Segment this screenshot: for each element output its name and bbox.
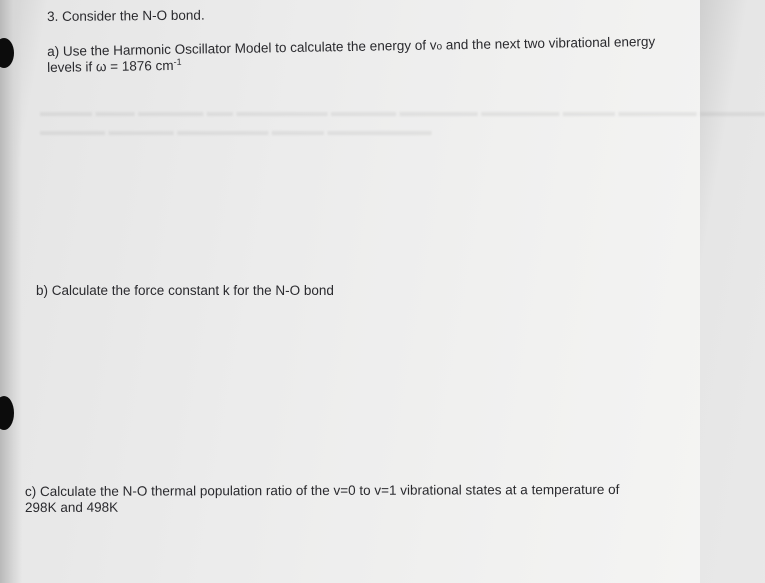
question-title: 3. Consider the N-O bond. (47, 7, 205, 24)
part-c-line-1: c) Calculate the N-O thermal population ratio of the v=0 to v=1 vibrational states at a temperature of (25, 481, 620, 499)
part-c-line-2: 298K and 498K (25, 499, 119, 515)
part-a-line-2-prefix: levels if ω = 1876 cm (47, 57, 174, 75)
part-a-line-1-suffix: and the next two vibrational energy (441, 33, 656, 53)
part-a-superscript: -1 (173, 56, 182, 67)
page-edge-shadow (0, 0, 22, 583)
part-a-subscript: o (436, 41, 443, 53)
part-a-line-1-prefix: a) Use the Harmonic Oscillator Model to calculate the energy of v (47, 37, 437, 59)
show-through-smudge: ▬▬▬▬ ▬▬▬ ▬▬▬▬▬ ▬▬ ▬▬▬▬▬▬▬ ▬▬▬▬▬ ▬▬▬▬▬▬ ▬▬▬▬▬▬ ▬▬▬▬ ▬▬▬▬▬▬ ▬▬▬▬▬ ▬▬▬▬▬ ▬▬▬▬▬ ▬▬▬▬▬▬▬ ▬▬▬▬ ▬▬▬▬▬▬▬▬ (40, 104, 765, 138)
part-a-line-2 (47, 57, 182, 77)
part-b-text: b) Calculate the force constant k for the N-O bond (36, 283, 334, 298)
